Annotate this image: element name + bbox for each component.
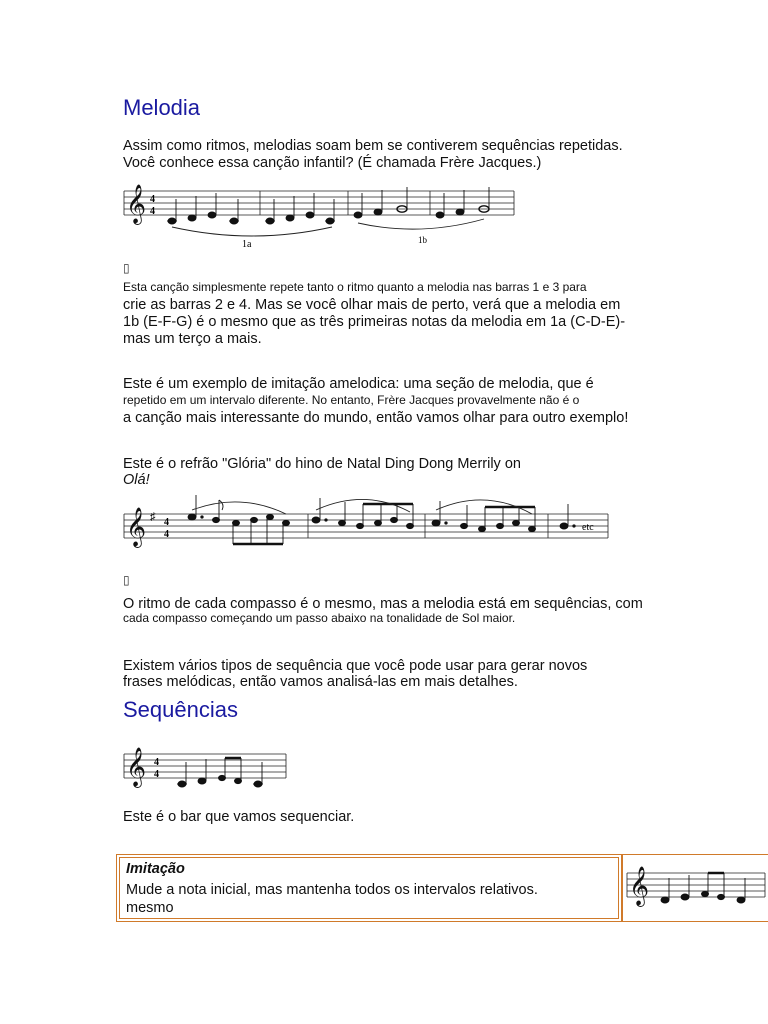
section-heading-sequencias: Sequências bbox=[123, 697, 238, 722]
sharp-icon: ♯ bbox=[150, 511, 156, 523]
missing-image-glyph-1: ▯ bbox=[123, 261, 130, 275]
score-frere-jacques bbox=[120, 183, 520, 251]
para2-line-2: crie as barras 2 e 4. Mas se você olhar mais de perto, verá que a melodia em bbox=[123, 297, 621, 313]
treble-clef-icon: 𝄞 bbox=[126, 186, 147, 223]
para3-line-3: a canção mais interessante do mundo, então vamos olhar para outro exemplo! bbox=[123, 410, 629, 426]
para3-line-2: repetido em um intervalo diferente. No entanto, Frère Jacques provavelmente não é o bbox=[123, 393, 580, 407]
time-signature-bottom: 4 bbox=[154, 769, 159, 780]
etc-label: etc bbox=[582, 522, 594, 533]
para5-line-1: O ritmo de cada compasso é o mesmo, mas a melodia está em sequências, com bbox=[123, 596, 643, 612]
label-1b: 1b bbox=[418, 235, 427, 245]
treble-clef-icon: 𝄞 bbox=[629, 868, 650, 905]
para2-line-1: Esta canção simplesmente repete tanto o ritmo quanto a melodia nas barras 1 e 3 para bbox=[123, 280, 587, 294]
score-sequence-bar bbox=[120, 740, 292, 796]
para4-line-1: Este é o refrão "Glória" do hino de Natal Ding Dong Merrily on bbox=[123, 456, 521, 472]
imitation-title: Imitação bbox=[126, 861, 185, 877]
sequence-caption: Este é o bar que vamos sequenciar. bbox=[123, 809, 355, 825]
time-signature-top: 4 bbox=[150, 194, 155, 205]
score-gloria bbox=[120, 492, 612, 556]
para6-line-2: frases melódicas, então vamos analisá-las em mais detalhes. bbox=[123, 674, 518, 690]
para2-line-4: mas um terço a mais. bbox=[123, 331, 262, 347]
time-signature-top: 4 bbox=[154, 757, 159, 768]
imitation-description-cell bbox=[119, 857, 619, 919]
intro-line-1: Assim como ritmos, melodias soam bem se contiverem sequências repetidas. bbox=[123, 138, 623, 154]
imitation-table bbox=[116, 854, 768, 922]
para2-line-3: 1b (E-F-G) é o mesmo que as três primeiras notas da melodia em 1a (C-D-E)- bbox=[123, 314, 626, 330]
imitation-desc-line-2: mesmo bbox=[126, 900, 174, 916]
time-signature-bottom: 4 bbox=[150, 206, 155, 217]
imitation-desc-line-1: Mude a nota inicial, mas mantenha todos os intervalos relativos. bbox=[126, 882, 538, 898]
label-1a: 1a bbox=[242, 239, 252, 250]
score-imitation bbox=[625, 861, 768, 915]
para6-line-1: Existem vários tipos de sequência que você pode usar para gerar novos bbox=[123, 658, 588, 674]
table-divider bbox=[621, 855, 623, 921]
treble-clef-icon: 𝄞 bbox=[126, 749, 147, 786]
treble-clef-icon: 𝄞 bbox=[126, 509, 147, 546]
time-signature-top: 4 bbox=[164, 517, 169, 528]
missing-image-glyph-2: ▯ bbox=[123, 573, 130, 587]
section-heading-melodia: Melodia bbox=[123, 95, 201, 120]
para4-line-2: Olá! bbox=[123, 472, 150, 488]
para5-line-2: cada compasso começando um passo abaixo na tonalidade de Sol maior. bbox=[123, 611, 516, 625]
para3-line-1: Este é um exemplo de imitação amelodica: uma seção de melodia, que é bbox=[123, 376, 594, 392]
time-signature-bottom: 4 bbox=[164, 529, 169, 540]
intro-line-2: Você conhece essa canção infantil? (É chamada Frère Jacques.) bbox=[123, 155, 542, 171]
